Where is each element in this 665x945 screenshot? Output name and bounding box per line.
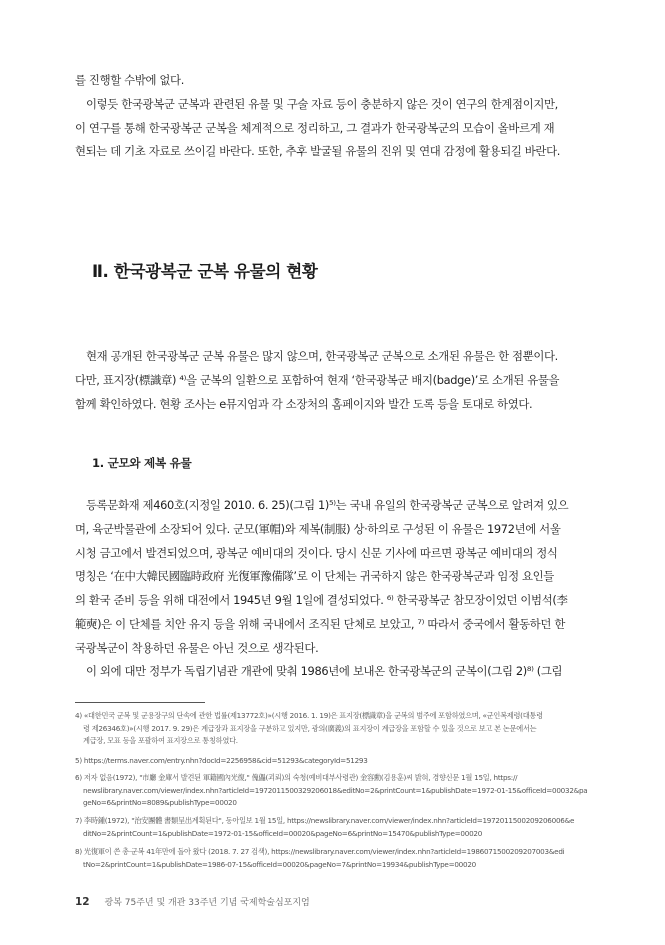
text-line: 시청 금고에서 발견되었으며, 광복군 예비대의 것이다. 당시 신문 기사에 따르면 광복군 예비대의 정식 bbox=[75, 545, 558, 560]
footnote-link[interactable]: 5) https://terms.naver.com/entry.nhn?docId=2256958&cid=51293&categoryId=51293 bbox=[75, 756, 368, 765]
footnote-divider bbox=[75, 702, 205, 703]
page-number: 12 bbox=[75, 896, 90, 908]
text-line: 를 진행할 수밖에 없다. bbox=[75, 73, 184, 87]
footnote-8 bbox=[75, 846, 595, 871]
footnote-line: 6) 저자 없음(1972), "市廳 金庫서 발견된 軍籍國內光復," 傀儡(괴뢰)의 숙청(예비대부사령관) 金容勳(김용훈)씨 밝혀, 경향신문 1월 15일, https:// bbox=[75, 773, 518, 782]
footer-title: 광복 75주년 및 개관 33주년 기념 국제학술심포지엄 bbox=[104, 898, 310, 908]
footnote-7 bbox=[75, 815, 595, 840]
footnote-link[interactable]: ditNo=2&printCount=1&publishDate=1972-01-15&officeId=00020&pageNo=6&printNo=15470&publishType=00020 bbox=[83, 828, 483, 838]
footnote-line: 계급장, 모표 등을 포괄하여 표지장으로 통칭하였다. bbox=[83, 736, 238, 746]
text-line: 이렇듯 한국광복군 군복과 관련된 유물 및 구술 자료 등이 충분하지 않은 것이 연구의 한계점이지만, bbox=[86, 96, 558, 111]
body-paragraph-1 bbox=[75, 494, 590, 661]
text-line: 국광복군이 착용하던 유물은 아닌 것으로 생각된다. bbox=[75, 640, 319, 655]
body-paragraph-2 bbox=[75, 660, 590, 684]
text-line: 의 환국 준비 등을 위해 대전에서 1945년 9월 1일에 결성되었다. ⁶⁾ 한국광복군 참모장이었던 이범석(李 bbox=[75, 593, 568, 608]
footnote-line: 8) 光復軍이 쓴 총·군복 41年만에 돌아 왔다 (2018. 7. 27 검색), https://newslibrary.naver.com/viewer/index.nhn?articleId=1986071500209207003&edi bbox=[75, 847, 565, 856]
footnote-link[interactable]: newslibrary.naver.com/viewer/index.nhn?articleId=1972011500329206018&editNo=2&printCount=1&publishDate=1972-01-15&officeId=00032&pa bbox=[83, 785, 588, 795]
page-footer bbox=[75, 895, 310, 908]
footnote-link[interactable]: tNo=2&printCount=1&publishDate=1986-07-15&officeId=00020&pageNo=7&printNo=19934&publishType=00020 bbox=[83, 859, 476, 869]
text-line: 이 연구를 통해 한국광복군 군복을 체계적으로 정리하고, 그 결과가 한국광복군의 모습이 올바르게 재 bbox=[75, 120, 555, 135]
section-intro-paragraph bbox=[75, 345, 590, 416]
text-line: 範奭)은 이 단체를 치안 유지 등을 위해 국내에서 조직된 단체로 보았고, ⁷⁾ 따라서 중국에서 활동하던 한 bbox=[75, 616, 566, 631]
footnote-4 bbox=[75, 710, 595, 748]
text-line: 함께 확인하였다. 현황 조사는 e뮤지엄과 각 소장처의 홈페이지와 발간 도록 등을 토대로 하였다. bbox=[75, 396, 533, 411]
text-line: 현재 공개된 한국광복군 군복 유물은 많지 않으며, 한국광복군 군복으로 소개된 유물은 한 점뿐이다. bbox=[86, 349, 558, 363]
text-line: 현되는 데 기초 자료로 쓰이길 바란다. 또한, 추후 발굴될 유물의 진위 및 연대 감정에 활용되길 바란다. bbox=[75, 144, 561, 159]
footnote-5 bbox=[75, 755, 595, 768]
text-line: 명칭은 ‘在中大韓民國臨時政府 光復軍豫備隊’로 이 단체는 귀국하지 않은 한국광복군과 임정 요인들 bbox=[75, 569, 554, 584]
text-line: 며, 육군박물관에 소장되어 있다. 군모(軍帽)와 제복(制服) 상·하의로 구성된 이 유물은 1972년에 서울 bbox=[75, 521, 561, 536]
text-line: 다만, 표지장(標識章) ⁴⁾을 군복의 일환으로 포함하여 현재 ‘한국광복군 배지(badge)’로 소개된 유물을 bbox=[75, 372, 560, 387]
footnote-line: 7) 李時鍾(1972), "治安團體 書類呈出계획된다", 동아일보 1월 15일, https://newslibrary.naver.com/viewer/index.nhn?articleId=1972011500209206006&e bbox=[75, 816, 575, 825]
footnote-line: 령 제26346호)»(시행 2017. 9. 29)은 계급장과 표지장을 구분하고 있지만, 광의(廣義)의 표지장이 계급장을 포함할 수 있을 것으로 보고 본 논문에서는 bbox=[83, 723, 537, 733]
text-line: 이 외에 대만 정부가 독립기념관 개관에 맞춰 1986년에 보내온 한국광복군의 군복이(그림 2)⁸⁾ (그림 bbox=[86, 664, 563, 678]
text-line: 등록문화재 제460호(지정일 2010. 6. 25)(그림 1)⁵⁾는 국내 유일의 한국광복군 군복으로 알려져 있으 bbox=[86, 498, 569, 512]
subsection-heading: 1. 군모와 제복 유물 bbox=[92, 456, 192, 470]
footnote-link[interactable]: geNo=6&printNo=8089&publishType=00020 bbox=[83, 798, 237, 808]
footnote-6 bbox=[75, 772, 595, 810]
footnote-line: 4) «대한민국 군복 및 군용장구의 단속에 관한 법률(제13772호)»(시행 2016. 1. 19)은 표지장(標識章)을 군복의 범주에 포함하였으며, «군인복제령(대통령 bbox=[75, 711, 543, 720]
intro-paragraph bbox=[75, 69, 590, 164]
section-heading: Ⅱ. 한국광복군 군복 유물의 현황 bbox=[92, 262, 318, 281]
